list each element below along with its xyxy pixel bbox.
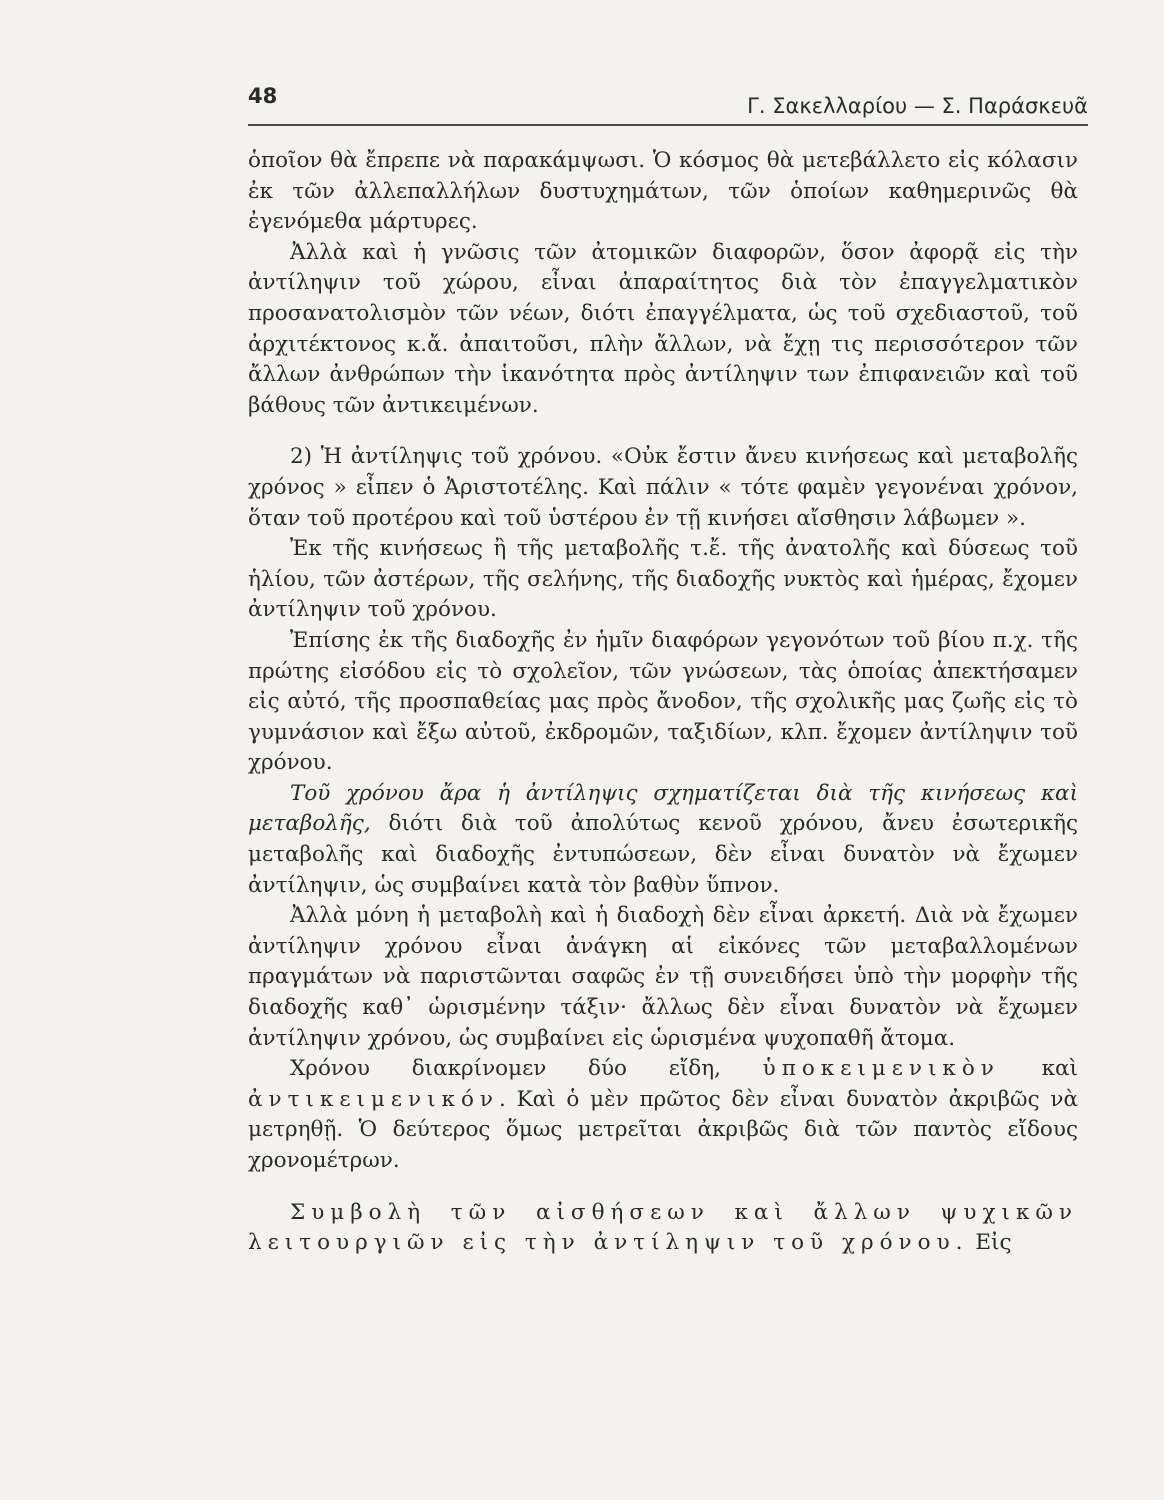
paragraph-8-c: . Καὶ ὁ μὲν πρῶτος δὲν εἶναι δυνατὸν ἀκριβῶς νὰ μετρηθῇ. Ὁ δεύτερος ὅμως μετρεῖται ἀκριβῶς διὰ τῶν παντὸς εἴδους χρονομέτρων. [248,1086,1078,1173]
paragraph-8 [248,1054,1078,1176]
spaced-term-subjective: ὑποκειμενικὸν [762,1056,1000,1082]
page-number: 48 [248,84,278,108]
paragraph-4: Ἐκ τῆς κινήσεως ἢ τῆς μεταβολῆς τ.ἔ. τῆς ἀνατολῆς καὶ δύσεως τοῦ ἡλίου, τῶν ἀστέρων, τῆς σελήνης, τῆς διαδοχῆς νυκτὸς καὶ ἡμέρας, ἔχομεν ἀντίληψιν τοῦ χρόνου. [248,536,1078,623]
paragraph-6 [248,779,1078,901]
paragraph-6-rest: διότι διὰ τοῦ ἀπολύτως κενοῦ χρόνου, ἄνευ ἐσωτερικῆς μεταβολῆς καὶ διαδοχῆς ἐντυπώσεων, δὲν εἶναι δυνατὸν νὰ ἔχωμεν ἀντίληψιν, ὡς συμβαίνει κατὰ τὸν βαθὺν ὕπνον. [248,811,1078,898]
body-text [248,146,1078,1259]
paragraph-1: ὁποῖον θὰ ἔπρεπε νὰ παρακάμψωσι. Ὁ κόσμος θὰ μετεβάλλετο εἰς κόλασιν ἐκ τῶν ἀλλεπαλλήλων δυστυχημάτων, τῶν ὁποίων καθημερινῶς θὰ ἐγενόμεθα μάρτυρες. [248,148,1078,235]
paragraph-2: Ἀλλὰ καὶ ἡ γνῶσις τῶν ἀτομικῶν διαφορῶν, ὅσον ἀφορᾷ εἰς τὴν ἀντίληψιν τοῦ χώρου, εἶναι ἀπαραίτητος διὰ τὸν ἐπαγγελματικὸν προσανατολισμὸν τῶν νέων, διότι ἐπαγγέλματα, ὡς τοῦ σχεδιαστοῦ, τοῦ ἀρχιτέκτονος κ.ἄ. ἀπαιτοῦσι, πλὴν ἄλλων, νὰ ἔχῃ τις περισσότερον τῶν ἄλλων ἀνθρώπων τὴν ἱκανότητα πρὸς ἀντίληψιν των ἐπιφανειῶν καὶ τοῦ βάθους τῶν ἀντικειμένων. [248,239,1078,418]
running-head-authors: Γ. Σακελλαρίου — Σ. Παράσκευᾶ [747,94,1088,118]
section-heading-spaced: Συμβολὴ τῶν αἰσθήσεων καὶ ἄλλων ψυχικῶν λειτουργιῶν εἰς τὴν ἀντίληψιν τοῦ χρόνου. [248,1199,1078,1256]
italic-thesis: Τοῦ χρόνου ἄρα ἡ ἀντίληψις σχηματίζεται διὰ τῆς κινήσεως καὶ μεταβολῆς, [248,780,1078,837]
page-header [248,84,1088,126]
paragraph-9 [248,1198,1078,1259]
paragraph-5: Ἐπίσης ἐκ τῆς διαδοχῆς ἐν ἡμῖν διαφόρων γεγονότων τοῦ βίου π.χ. τῆς πρώτης εἰσόδου εἰς τὸ σχολεῖον, τῶν γνώσεων, τὰς ὁποίας ἀπεκτήσαμεν εἰς αὐτό, τῆς προσπαθείας μας πρὸς ἄνοδον, τῆς σχολικῆς μας ζωῆς εἰς τὸ γυμνάσιον καὶ ἔξω αὐτοῦ, ἐκδρομῶν, ταξιδίων, κλπ. ἔχομεν ἀντίληψιν τοῦ χρόνου. [248,627,1078,776]
paragraph-9-end: Εἰς [968,1230,1012,1256]
paragraph-8-a: Χρόνου διακρίνομεν δύο εἴδη, [290,1056,763,1082]
paragraph-3: 2) Ἡ ἀντίληψις τοῦ χρόνου. «Οὐκ ἔστιν ἄνευ κινήσεως καὶ μεταβολῆς χρόνος » εἶπεν ὁ Ἀριστοτέλης. Καὶ πάλιν « τότε φαμὲν γεγονέναι χρόνον, ὅταν τοῦ προτέρου καὶ τοῦ ὑστέρου ἐν τῇ κινήσει αἴσθησιν λάβωμεν ». [248,444,1078,531]
paragraph-8-b: καὶ [999,1056,1078,1082]
spaced-term-objective: ἀντικειμενικόν [248,1086,499,1112]
paragraph-7: Ἀλλὰ μόνη ἡ μεταβολὴ καὶ ἡ διαδοχὴ δὲν εἶναι ἀρκετή. Διὰ νὰ ἔχωμεν ἀντίληψιν χρόνου εἶναι ἀνάγκη αἱ εἰκόνες τῶν μεταβαλλομένων πραγμάτων νὰ παριστῶνται σαφῶς ἐν τῇ συνειδήσει ὑπὸ τὴν μορφὴν τῆς διαδοχῆς καθ᾽ ὡρισμένην τάξιν· ἄλλως δὲν εἶναι δυνατὸν νὰ ἔχωμεν ἀντίληψιν χρόνου, ὡς συμβαίνει εἰς ὡρισμένα ψυχοπαθῆ ἄτομα. [248,903,1078,1051]
